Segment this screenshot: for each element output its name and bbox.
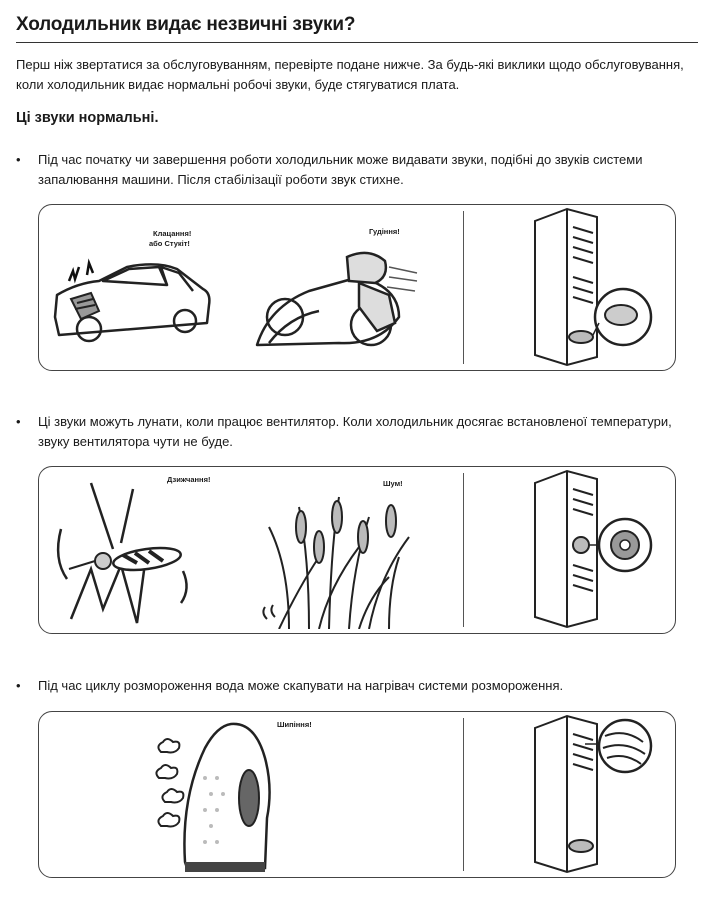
steam-iron-icon	[155, 718, 285, 874]
panel-divider	[463, 473, 464, 627]
car-icon	[47, 245, 217, 355]
bullet-marker: •	[16, 152, 21, 167]
sound-label-hum: Гудіння!	[369, 227, 400, 236]
refrigerator-icon	[523, 714, 655, 874]
illustration-panel-3	[38, 711, 676, 878]
reeds-icon	[259, 487, 419, 629]
illustration-panel-1	[38, 204, 676, 371]
panel-divider	[463, 718, 464, 871]
intro-text: Перш ніж звертатися за обслуговуванням, перевірте подане нижче. За будь-які виклики щодо обслуговування, коли холодильник видає нормальні робочі звуки, буде стягуватися плата.	[16, 57, 684, 92]
refrigerator-icon	[523, 469, 655, 629]
bullet-marker: •	[16, 414, 21, 429]
sound-label-hiss: Шипіння!	[277, 720, 312, 729]
illustration-panel-2	[38, 466, 676, 634]
sound-label-buzz: Дзижчання!	[167, 475, 211, 484]
bullet-text: Ці звуки можуть лунати, коли працює вентилятор. Коли холодильник досягає встановленої температури, звуку вентилятора чути не буде.	[38, 414, 672, 449]
motorcycle-icon	[249, 247, 419, 355]
page-title: Холодильник видає незвичні звуки?	[16, 14, 698, 43]
bullet-text: Під час циклу розмороження вода може скапувати на нагрівач системи розмороження.	[38, 678, 564, 693]
panel-divider	[463, 211, 464, 364]
bullet-text: Під час початку чи завершення роботи холодильник може видавати звуки, подібні до звуків системи запалювання машини. Після стабілізації роботи звук стихне.	[38, 152, 643, 187]
refrigerator-icon	[523, 207, 655, 367]
section-heading: Ці звуки нормальні.	[16, 110, 159, 126]
bullet-marker: •	[16, 678, 21, 693]
sound-label-click: Клацання! або Стукіт!	[149, 229, 192, 248]
mosquito-icon	[51, 479, 211, 629]
sound-label-noise: Шум!	[383, 479, 403, 488]
